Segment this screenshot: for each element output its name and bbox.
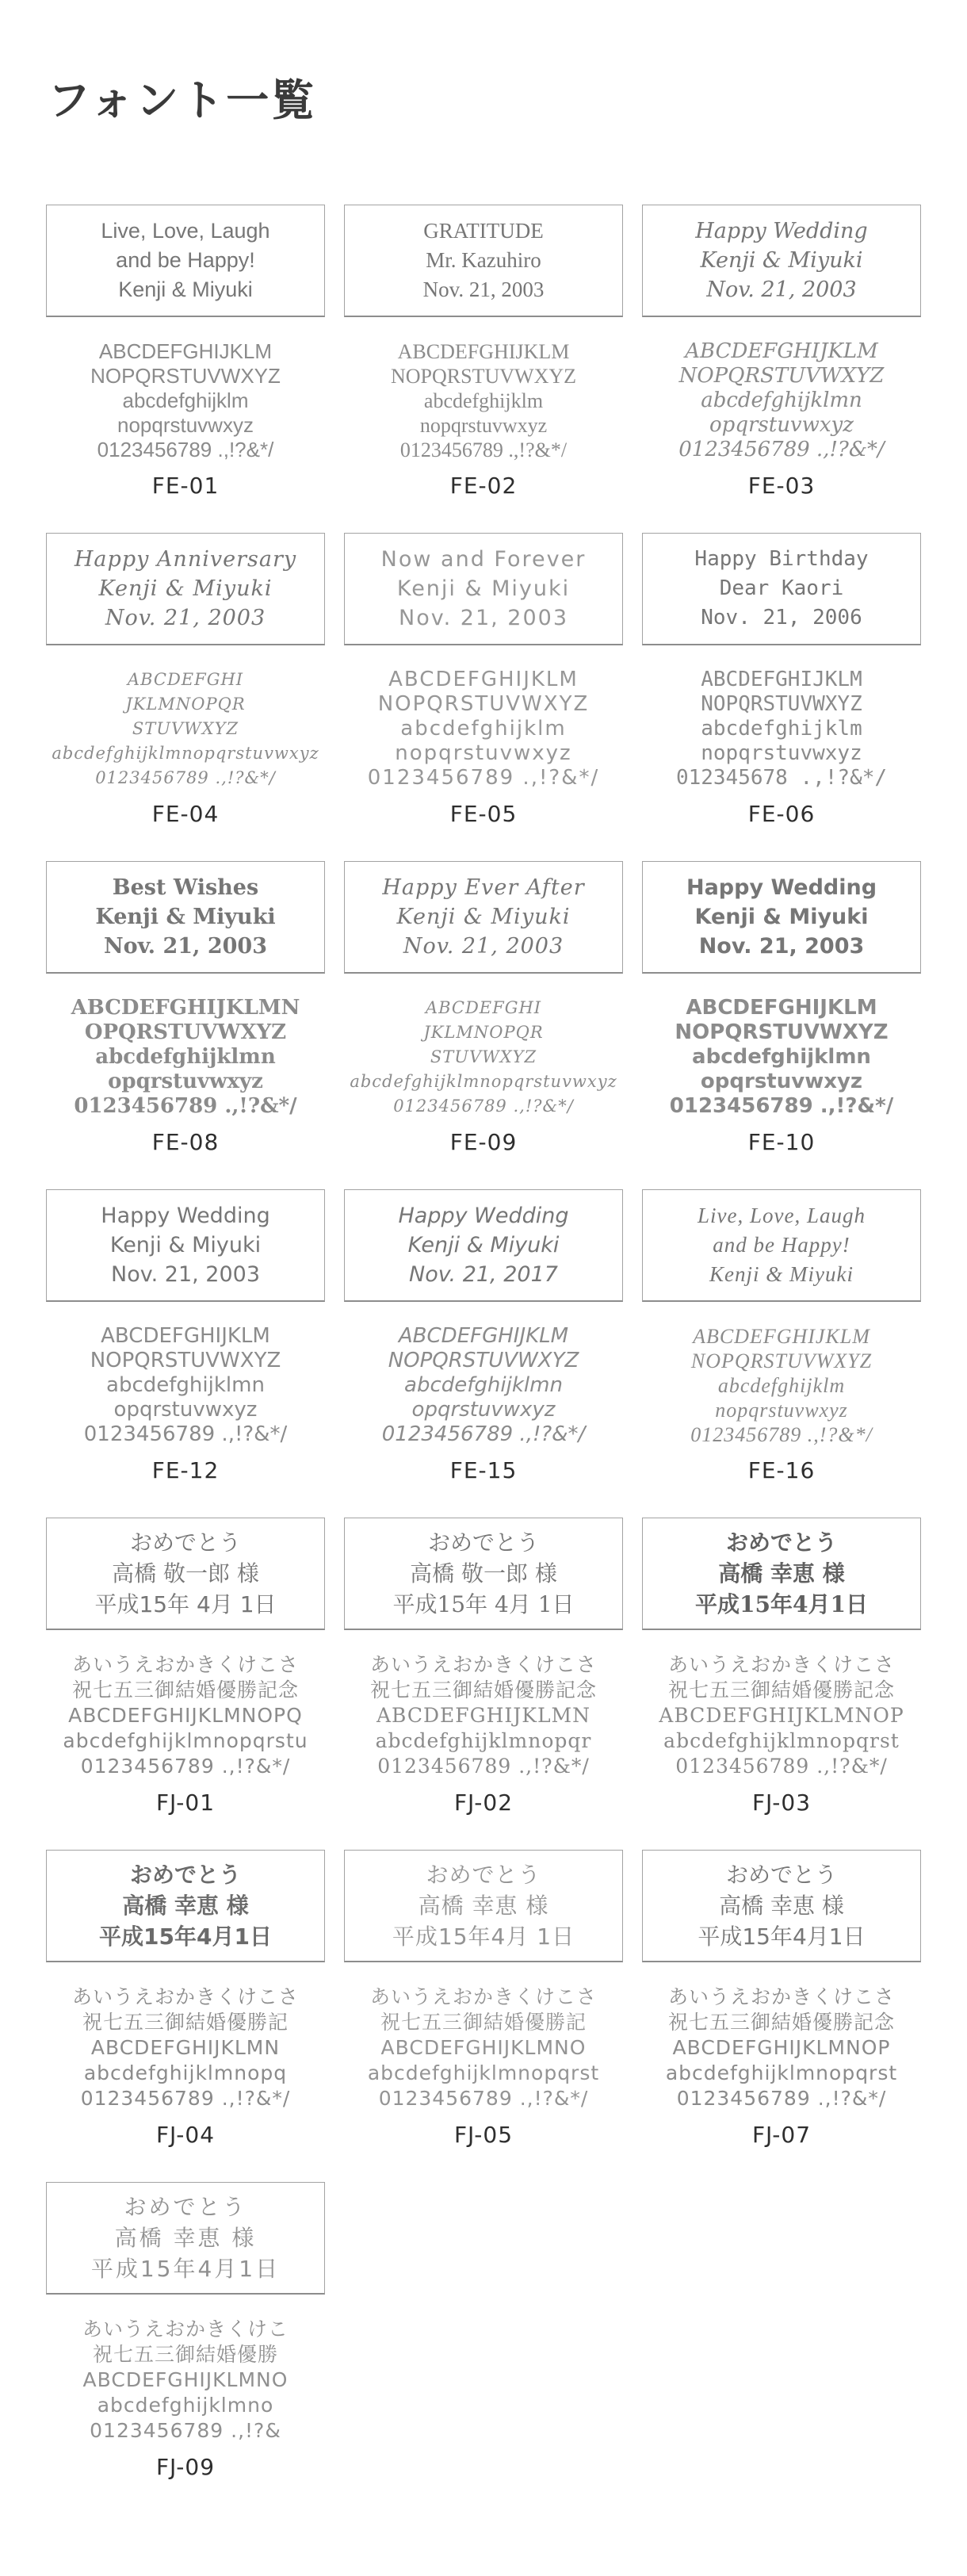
charset-line: ABCDEFGHIJKLMNO bbox=[82, 2368, 289, 2392]
charset-line: 0123456789 .,!?&*/ bbox=[669, 1094, 894, 1119]
sample-line: Kenji & Miyuki bbox=[396, 576, 571, 602]
charset-line: 0123456789 .,!?&*/ bbox=[393, 1097, 574, 1116]
charset-line: あいうえおかきくけこさ bbox=[71, 1653, 299, 1677]
charset-line: ABCDEFGHIJKLM bbox=[398, 1324, 569, 1349]
charset-line: ABCDEFGHIJKLM bbox=[693, 1325, 870, 1349]
sample-line: 高橋 幸恵 様 bbox=[418, 1893, 549, 1920]
charset-line: 0123456789 .,!?&*/ bbox=[95, 768, 276, 788]
charset-line: あいうえおかきくけこさ bbox=[369, 1985, 597, 2009]
font-cell bbox=[642, 1189, 921, 1484]
charset-line: ABCDEFGHIJKLM bbox=[98, 339, 273, 364]
sample-line: Kenji & Miyuki bbox=[396, 905, 571, 930]
sample-line: Now and Forever bbox=[380, 547, 587, 572]
font-cell bbox=[46, 1189, 325, 1484]
charset-line: NOPQRSTUVWXYZ bbox=[690, 1349, 873, 1373]
sample-line: Nov. 21, 2003 bbox=[706, 278, 857, 303]
font-charset bbox=[370, 1652, 597, 1779]
font-cell bbox=[344, 861, 623, 1156]
charset-line: ABCDEFGHI bbox=[127, 670, 244, 690]
charset-line: STUVWXYZ bbox=[132, 719, 239, 739]
font-code-label: FJ-01 bbox=[155, 1789, 216, 1816]
sample-line: Mr. Kazuhiro bbox=[426, 248, 541, 273]
charset-line: 祝七五三御結婚優勝記念 bbox=[71, 1678, 299, 1702]
font-charset bbox=[676, 668, 887, 790]
sample-line: Kenji & Miyuki bbox=[109, 1233, 262, 1258]
font-code-label: FJ-03 bbox=[751, 1789, 812, 1816]
sample-line: おめでとう bbox=[427, 1529, 539, 1556]
font-cell bbox=[46, 2182, 325, 2481]
charset-line: 0123456789 .,!?&*/ bbox=[74, 1094, 297, 1119]
charset-line: opqrstuvwxyz bbox=[108, 1070, 263, 1094]
font-charset bbox=[391, 339, 576, 462]
font-sample-box bbox=[642, 1189, 921, 1302]
font-grid bbox=[46, 205, 967, 2481]
font-charset bbox=[71, 996, 300, 1119]
charset-line: 0123456789 .,!?&*/ bbox=[678, 438, 885, 462]
charset-line: opqrstuvwxyz bbox=[411, 1398, 556, 1422]
charset-line: abcdefghijklmnopqrstuvwxyz bbox=[350, 1072, 617, 1092]
font-charset bbox=[90, 339, 281, 462]
font-cell bbox=[46, 205, 325, 500]
font-sample-box bbox=[344, 1518, 623, 1630]
sample-line: Happy Wedding bbox=[686, 875, 877, 901]
sample-line: Happy Wedding bbox=[101, 1204, 270, 1229]
sample-line: 高橋 敬一郎 様 bbox=[112, 1560, 259, 1587]
font-code-label: FJ-09 bbox=[155, 2454, 216, 2481]
charset-line: abcdefghijklm bbox=[400, 717, 567, 741]
sample-line: Kenji & Miyuki bbox=[407, 1233, 560, 1258]
sample-line: Nov. 21, 2017 bbox=[409, 1262, 558, 1288]
charset-line: abcdefghijklmn bbox=[404, 1373, 563, 1398]
charset-line: ABCDEFGHIJKLM bbox=[101, 1324, 270, 1349]
charset-line: ABCDEFGHI bbox=[425, 998, 542, 1018]
charset-line: abcdefghijklm bbox=[701, 717, 862, 741]
font-code-label: FJ-02 bbox=[453, 1789, 514, 1816]
font-cell bbox=[344, 1850, 623, 2149]
font-sample-box bbox=[46, 533, 325, 645]
font-code-label: FE-09 bbox=[449, 1129, 518, 1156]
charset-line: ABCDEFGHIJKLMNOP bbox=[659, 1704, 904, 1728]
font-code-label: FJ-07 bbox=[751, 2122, 812, 2149]
charset-line: opqrstuvwxyz bbox=[709, 413, 854, 438]
font-code-label: FE-06 bbox=[747, 801, 816, 828]
sample-line: Kenji & Miyuki bbox=[694, 905, 869, 930]
charset-line: abcdefghijklmn bbox=[106, 1373, 265, 1398]
font-code-label: FJ-04 bbox=[155, 2122, 216, 2149]
charset-line: abcdefghijklm bbox=[122, 389, 249, 413]
sample-line: 高橋 幸恵 様 bbox=[718, 1560, 845, 1587]
charset-line: abcdefghijklmn bbox=[701, 389, 862, 413]
charset-line: abcdefghijklmnopqrst bbox=[665, 2061, 898, 2085]
charset-line: あいうえおかきくけこさ bbox=[667, 1653, 895, 1677]
font-code-label: FE-03 bbox=[747, 473, 816, 500]
sample-line: Nov. 21, 2003 bbox=[399, 606, 568, 631]
font-code-label: FJ-05 bbox=[453, 2122, 514, 2149]
font-sample-box bbox=[642, 205, 921, 317]
charset-line: nopqrstuvwxyz bbox=[715, 1399, 848, 1422]
charset-line: 0123456789 .,!?&*/ bbox=[377, 1755, 590, 1778]
sample-line: Live, Love, Laugh bbox=[698, 1204, 866, 1228]
font-sample-box bbox=[46, 1518, 325, 1630]
charset-line: abcdefghijklmnopqrstuvwxyz bbox=[52, 744, 319, 764]
charset-line: nopqrstuvwxyz bbox=[395, 741, 572, 766]
charset-line: opqrstuvwxyz bbox=[700, 1070, 863, 1094]
charset-line: 祝七五三御結婚優勝記念 bbox=[369, 1678, 597, 1702]
font-sample-box bbox=[46, 1850, 325, 1962]
font-sample-box bbox=[46, 205, 325, 317]
font-charset bbox=[82, 2317, 289, 2444]
charset-line: abcdefghijklmnopqr bbox=[375, 1729, 592, 1753]
font-charset bbox=[84, 1324, 287, 1447]
charset-line: NOPQRSTUVWXYZ bbox=[90, 364, 281, 389]
sample-line: Kenji & Miyuki bbox=[709, 1262, 854, 1287]
charset-line: あいうえおかきくけこさ bbox=[71, 1985, 299, 2009]
charset-line: NOPQRSTUVWXYZ bbox=[377, 692, 590, 717]
charset-line: 0123456789 .,!?&*/ bbox=[399, 438, 568, 462]
charset-line: 祝七五三御結婚優勝記 bbox=[82, 2011, 289, 2034]
font-cell bbox=[46, 1850, 325, 2149]
charset-line: ABCDEFGHIJKLM bbox=[388, 668, 579, 692]
font-code-label: FE-16 bbox=[747, 1457, 816, 1484]
sample-line: Nov. 21, 2003 bbox=[698, 934, 865, 959]
font-code-label: FE-10 bbox=[747, 1129, 816, 1156]
charset-line: NOPQRSTUVWXYZ bbox=[701, 692, 862, 717]
charset-line: JKLMNOPQR bbox=[423, 1023, 544, 1043]
sample-line: Happy Birthday bbox=[694, 547, 869, 572]
font-cell bbox=[344, 1518, 623, 1816]
charset-line: ABCDEFGHIJKLMN bbox=[71, 996, 300, 1020]
charset-line: opqrstuvwxyz bbox=[113, 1398, 258, 1422]
sample-line: 平成15年4月1日 bbox=[99, 1923, 272, 1950]
sample-line: Happy Ever After bbox=[382, 875, 585, 901]
charset-line: ABCDEFGHIJKLMN bbox=[90, 2036, 281, 2060]
sample-line: 平成15年 4月 1日 bbox=[392, 1591, 575, 1618]
charset-line: 0123456789 .,!?&*/ bbox=[676, 2087, 887, 2111]
sample-line: Happy Anniversary bbox=[74, 547, 297, 572]
font-sample-box bbox=[642, 1518, 921, 1630]
charset-line: 0123456789 .,!?&*/ bbox=[97, 438, 274, 462]
font-sample-box bbox=[344, 861, 623, 974]
charset-line: 0123456789 .,!?&*/ bbox=[675, 1755, 888, 1778]
font-charset bbox=[350, 996, 617, 1119]
font-charset bbox=[52, 668, 319, 790]
charset-line: 012345678 .,!?&*/ bbox=[675, 766, 888, 790]
charset-line: 0123456789 .,!?&*/ bbox=[80, 2087, 291, 2111]
font-charset bbox=[670, 996, 893, 1119]
font-charset bbox=[666, 1985, 897, 2111]
charset-line: abcdefghijklmno bbox=[97, 2394, 274, 2417]
font-cell bbox=[46, 1518, 325, 1816]
sample-line: Nov. 21, 2003 bbox=[105, 606, 266, 631]
font-sample-box bbox=[344, 205, 623, 317]
sample-line: Dear Kaori bbox=[719, 576, 844, 601]
font-cell bbox=[46, 533, 325, 828]
sample-line: 高橋 幸恵 様 bbox=[719, 1893, 844, 1920]
sample-line: Happy Wedding bbox=[695, 219, 868, 244]
font-code-label: FE-08 bbox=[151, 1129, 220, 1156]
charset-line: 祝七五三御結婚優勝記念 bbox=[667, 1678, 895, 1702]
font-charset bbox=[368, 668, 599, 790]
font-sample-box bbox=[642, 1850, 921, 1962]
sample-line: and be Happy! bbox=[116, 248, 255, 273]
font-code-label: FE-05 bbox=[449, 801, 518, 828]
charset-line: abcdefghijklmn bbox=[95, 1045, 276, 1070]
charset-line: abcdefghijklmnopqrst bbox=[367, 2061, 600, 2085]
sample-line: 平成15年4月1日 bbox=[698, 1923, 866, 1950]
font-charset bbox=[678, 339, 885, 462]
sample-line: おめでとう bbox=[725, 1529, 837, 1556]
sample-line: 平成15年 4月 1日 bbox=[94, 1591, 277, 1618]
sample-line: Kenji & Miyuki bbox=[95, 905, 276, 930]
charset-line: 祝七五三御結婚優勝 bbox=[92, 2343, 278, 2367]
charset-line: ABCDEFGHIJKLMNOPQ bbox=[68, 1704, 303, 1728]
charset-line: STUVWXYZ bbox=[430, 1047, 537, 1067]
font-sample-box bbox=[344, 1850, 623, 1962]
charset-line: 0123456789 .,!?&*/ bbox=[690, 1423, 873, 1447]
charset-line: ABCDEFGHIJKLM bbox=[685, 339, 878, 364]
font-charset bbox=[368, 1985, 599, 2111]
font-sample-box bbox=[344, 533, 623, 645]
font-cell bbox=[642, 205, 921, 500]
font-cell bbox=[642, 533, 921, 828]
font-cell bbox=[344, 1189, 623, 1484]
sample-line: おめでとう bbox=[129, 1529, 241, 1556]
font-code-label: FE-02 bbox=[449, 473, 518, 500]
font-charset bbox=[382, 1324, 585, 1447]
charset-line: JKLMNOPQR bbox=[125, 695, 246, 714]
charset-line: abcdefghijklm bbox=[717, 1374, 846, 1398]
font-code-label: FE-15 bbox=[449, 1457, 518, 1484]
sample-line: Nov. 21, 2003 bbox=[104, 934, 267, 959]
font-cell bbox=[344, 205, 623, 500]
charset-line: ABCDEFGHIJKLM bbox=[701, 668, 862, 692]
sample-line: おめでとう bbox=[124, 2194, 247, 2221]
charset-line: ABCDEFGHIJKLM bbox=[397, 340, 570, 364]
sample-line: Kenji & Miyuki bbox=[118, 278, 253, 302]
font-cell bbox=[642, 861, 921, 1156]
charset-line: abcdefghijklmnopqrst bbox=[663, 1729, 900, 1753]
charset-line: 0123456789 .,!?& bbox=[90, 2419, 281, 2443]
font-code-label: FE-12 bbox=[151, 1457, 220, 1484]
charset-line: nopqrstuvwxyz bbox=[117, 413, 254, 438]
charset-line: 祝七五三御結婚優勝記 bbox=[380, 2011, 587, 2034]
sample-line: 平成15年4月 1日 bbox=[392, 1923, 575, 1950]
charset-line: abcdefghijklm bbox=[423, 389, 544, 413]
sample-line: 平成15年4月1日 bbox=[695, 1591, 868, 1618]
sample-line: Nov. 21, 2003 bbox=[403, 934, 564, 959]
charset-line: あいうえおかきくけこ bbox=[82, 2318, 289, 2341]
font-sample-box bbox=[46, 861, 325, 974]
charset-line: abcdefghijklmnopq bbox=[83, 2061, 288, 2085]
font-charset bbox=[72, 1985, 299, 2111]
sample-line: 高橋 幸恵 様 bbox=[122, 1893, 249, 1920]
charset-line: 祝七五三御結婚優勝記念 bbox=[667, 2011, 895, 2034]
charset-line: NOPQRSTUVWXYZ bbox=[678, 364, 885, 389]
sample-line: Nov. 21, 2003 bbox=[422, 278, 545, 302]
charset-line: 0123456789 .,!?&*/ bbox=[378, 2087, 589, 2111]
font-sample-box bbox=[642, 861, 921, 974]
charset-line: OPQRSTUVWXYZ bbox=[84, 1020, 287, 1045]
sample-line: おめでとう bbox=[426, 1862, 541, 1889]
charset-line: 0123456789 .,!?&*/ bbox=[367, 766, 600, 790]
font-charset bbox=[63, 1652, 308, 1779]
sample-line: 高橋 幸恵 様 bbox=[114, 2225, 257, 2252]
sample-line: Nov. 21, 2006 bbox=[701, 606, 862, 630]
font-cell bbox=[642, 1518, 921, 1816]
charset-line: 0123456789 .,!?&*/ bbox=[381, 1422, 586, 1447]
sample-line: Nov. 21, 2003 bbox=[111, 1262, 260, 1288]
font-code-label: FE-04 bbox=[151, 801, 220, 828]
sample-line: GRATITUDE bbox=[423, 219, 544, 243]
font-sample-box bbox=[642, 533, 921, 645]
sample-line: おめでとう bbox=[129, 1862, 241, 1889]
font-charset bbox=[690, 1324, 873, 1447]
sample-line: 平成15年4月1日 bbox=[90, 2256, 281, 2283]
font-code-label: FE-01 bbox=[151, 473, 220, 500]
charset-line: NOPQRSTUVWXYZ bbox=[388, 1349, 579, 1373]
font-sample-box bbox=[46, 1189, 325, 1302]
font-sample-box bbox=[46, 2182, 325, 2295]
sample-line: Live, Love, Laugh bbox=[101, 219, 270, 243]
charset-line: 0123456789 .,!?&*/ bbox=[80, 1755, 291, 1778]
font-cell bbox=[344, 533, 623, 828]
sample-line: Happy Wedding bbox=[398, 1204, 569, 1229]
font-charset bbox=[659, 1652, 904, 1779]
charset-line: nopqrstuvwxyz bbox=[419, 414, 548, 438]
charset-line: あいうえおかきくけこさ bbox=[667, 1985, 895, 2009]
font-cell bbox=[46, 861, 325, 1156]
sample-line: Kenji & Miyuki bbox=[98, 576, 273, 602]
charset-line: abcdefghijklmn bbox=[692, 1045, 871, 1070]
charset-line: NOPQRSTUVWXYZ bbox=[675, 1020, 889, 1045]
sample-line: Kenji & Miyuki bbox=[700, 248, 863, 274]
sample-line: おめでとう bbox=[725, 1862, 837, 1889]
charset-line: ABCDEFGHIJKLMNOP bbox=[672, 2036, 891, 2060]
sample-line: Best Wishes bbox=[112, 875, 259, 901]
sample-line: and be Happy! bbox=[713, 1233, 850, 1257]
page-title: フォント一覧 bbox=[48, 75, 317, 125]
charset-line: abcdefghijklmnopqrstu bbox=[63, 1729, 308, 1753]
charset-line: ABCDEFGHIJKLMNO bbox=[380, 2036, 587, 2060]
charset-line: ABCDEFGHIJKLM bbox=[686, 996, 877, 1020]
font-sample-box bbox=[344, 1189, 623, 1302]
charset-line: あいうえおかきくけこさ bbox=[369, 1653, 597, 1677]
charset-line: nopqrstuvwxyz bbox=[701, 741, 862, 766]
charset-line: 0123456789 .,!?&*/ bbox=[83, 1422, 288, 1447]
sample-line: 高橋 敬一郎 様 bbox=[410, 1560, 557, 1587]
charset-line: ABCDEFGHIJKLMN bbox=[376, 1704, 591, 1728]
font-cell bbox=[642, 1850, 921, 2149]
charset-line: NOPQRSTUVWXYZ bbox=[391, 365, 576, 389]
charset-line: NOPQRSTUVWXYZ bbox=[90, 1349, 281, 1373]
